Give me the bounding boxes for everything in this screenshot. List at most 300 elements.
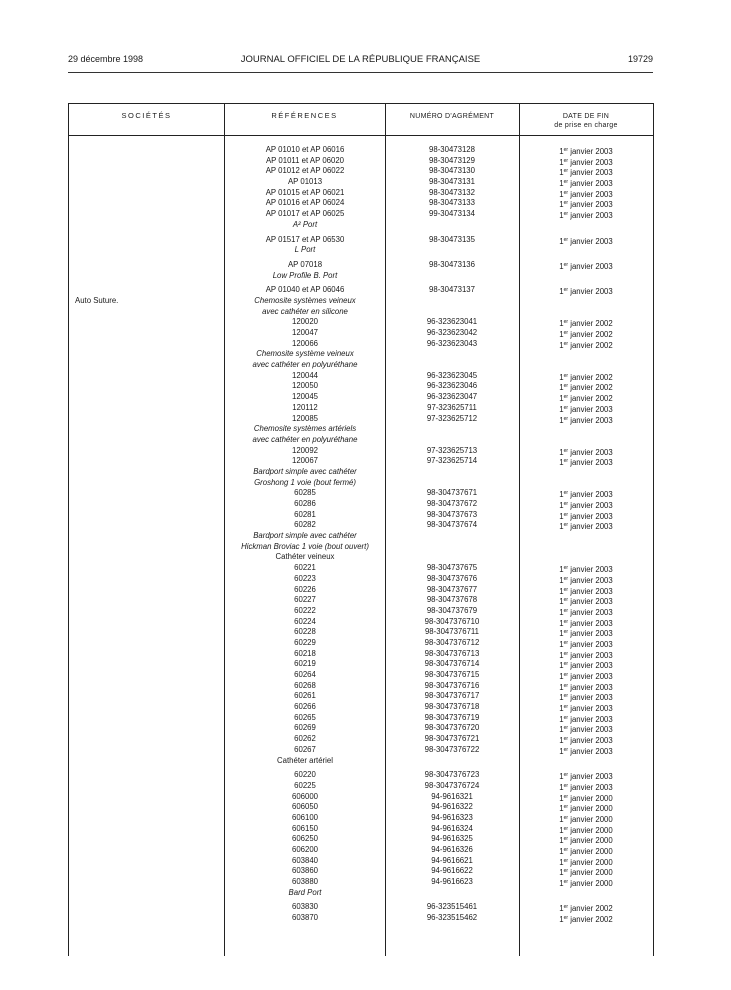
column-header-date xyxy=(519,112,653,130)
date-day: 1 xyxy=(559,189,564,199)
reference-cell: 60261 xyxy=(294,691,316,701)
date-text: janvier 2003 xyxy=(568,597,613,607)
date-day: 1 xyxy=(559,857,564,867)
approval-number-cell: 98-30473131 xyxy=(429,177,475,187)
date-superscript: er xyxy=(563,868,569,875)
date-day: 1 xyxy=(559,639,564,649)
reference-cell: 60282 xyxy=(294,520,316,530)
date-superscript: er xyxy=(563,793,569,800)
reference-cell: 60219 xyxy=(294,659,316,669)
reference-cell: avec cathéter en polyuréthane xyxy=(252,434,358,444)
date-text: janvier 2002 xyxy=(568,394,613,404)
table-row xyxy=(69,617,653,628)
approval-number-cell: 98-3047376719 xyxy=(424,712,480,722)
table-row xyxy=(69,371,653,382)
table-row xyxy=(69,467,653,478)
date-text: janvier 2003 xyxy=(568,189,613,199)
date-text: janvier 2003 xyxy=(568,565,613,575)
table-row xyxy=(69,478,653,489)
approval-number-cell: 98-3047376723 xyxy=(424,770,480,780)
date-day: 1 xyxy=(559,904,564,914)
reference-cell: AP 01015 et AP 06021 xyxy=(265,187,345,197)
approval-number-cell: 98-304737675 xyxy=(426,563,478,573)
date-day: 1 xyxy=(559,458,564,468)
date-text: janvier 2003 xyxy=(568,672,613,681)
table-row xyxy=(69,824,653,835)
approval-number-cell: 98-3047376715 xyxy=(424,670,480,679)
approval-number-cell: 96-323623047 xyxy=(426,392,478,402)
date-superscript: er xyxy=(563,575,569,582)
approval-number-cell: 98-3047376713 xyxy=(424,648,480,658)
date-text: janvier 2003 xyxy=(568,490,613,500)
approval-number-cell: 98-3047376718 xyxy=(424,702,480,712)
table-row xyxy=(69,235,653,246)
reference-cell: Bard Port xyxy=(288,887,322,897)
reference-cell: 60267 xyxy=(294,744,316,754)
date-day: 1 xyxy=(559,147,564,156)
column-header-date-line2: de prise en charge xyxy=(554,122,618,129)
reference-cell: 60226 xyxy=(294,584,316,594)
reference-cell: 60268 xyxy=(294,680,316,690)
reference-cell: Cathéter artériel xyxy=(277,755,333,765)
date-superscript: er xyxy=(563,814,569,821)
date-text: janvier 2003 xyxy=(568,682,613,692)
table-row xyxy=(69,245,653,256)
date-text: janvier 2003 xyxy=(568,736,613,746)
reference-cell: 606250 xyxy=(291,834,319,844)
date-day: 1 xyxy=(559,157,564,167)
column-header-references: RÉFÉRENCES xyxy=(271,111,338,120)
date-superscript: er xyxy=(563,693,569,700)
approval-number-cell: 98-3047376714 xyxy=(424,659,480,669)
reference-cell: 60281 xyxy=(294,509,316,519)
date-text: janvier 2003 xyxy=(568,168,613,178)
date-text: janvier 2003 xyxy=(568,650,613,660)
table-row xyxy=(69,563,653,574)
date-day: 1 xyxy=(559,836,564,846)
date-superscript: er xyxy=(563,157,569,164)
date-text: janvier 2002 xyxy=(568,915,613,925)
approval-number-cell: 96-323623041 xyxy=(426,317,478,327)
table-row xyxy=(69,681,653,692)
approval-number-cell: 98-30473133 xyxy=(429,198,475,208)
date-day: 1 xyxy=(559,522,564,532)
date-day: 1 xyxy=(559,804,564,814)
table-row xyxy=(69,902,653,913)
date-superscript: er xyxy=(563,340,569,347)
date-superscript: er xyxy=(563,415,569,422)
table-row xyxy=(69,781,653,792)
date-superscript: er xyxy=(563,168,569,175)
reference-cell: 60262 xyxy=(294,734,316,744)
header-divider xyxy=(69,135,653,136)
date-superscript: er xyxy=(563,261,569,268)
date-text: janvier 2003 xyxy=(568,661,613,671)
approval-number-cell: 97-323625714 xyxy=(426,456,478,466)
reference-cell: Groshong 1 voie (bout fermé) xyxy=(254,477,356,487)
approval-number-cell: 98-30473132 xyxy=(429,187,475,197)
date-day: 1 xyxy=(559,661,564,671)
date-superscript: er xyxy=(563,879,569,886)
date-superscript: er xyxy=(563,825,569,832)
reference-cell: Low Profile B. Port xyxy=(272,270,338,280)
reference-cell: avec cathéter en silicone xyxy=(262,306,348,316)
date-text: janvier 2003 xyxy=(568,522,613,532)
approval-number-cell: 97-323625711 xyxy=(427,402,477,412)
page-header xyxy=(68,54,653,66)
approval-number-cell: 94-9616622 xyxy=(431,866,473,876)
reference-cell: AP 01517 et AP 06530 xyxy=(265,234,345,244)
date-day: 1 xyxy=(559,847,564,856)
column-header-societes: SOCIÉTÉS xyxy=(121,111,172,120)
date-text: janvier 2003 xyxy=(568,404,613,414)
date-superscript: er xyxy=(563,915,569,922)
date-text: janvier 2000 xyxy=(568,847,613,856)
date-text: janvier 2003 xyxy=(568,693,613,703)
date-text: janvier 2002 xyxy=(568,330,613,339)
date-day: 1 xyxy=(559,287,564,297)
reference-cell: 60227 xyxy=(294,595,316,605)
table-row xyxy=(69,307,653,318)
table-row xyxy=(69,691,653,702)
approval-number-cell: 94-9616322 xyxy=(431,802,473,812)
date-text: janvier 2000 xyxy=(568,857,613,867)
table-row xyxy=(69,317,653,328)
table-row xyxy=(69,638,653,649)
reference-cell: 60269 xyxy=(294,723,316,733)
date-day: 1 xyxy=(559,447,564,457)
approval-table xyxy=(68,103,654,956)
date-text: janvier 2003 xyxy=(568,618,613,628)
reference-cell: 120092 xyxy=(291,445,319,455)
reference-cell: Chemosite systèmes artériels xyxy=(253,424,357,434)
table-row xyxy=(69,166,653,177)
date-superscript: er xyxy=(563,211,569,218)
approval-number-cell: 98-304737674 xyxy=(426,520,478,530)
date-text: janvier 2003 xyxy=(568,782,613,792)
date-day: 1 xyxy=(559,340,564,350)
date-day: 1 xyxy=(559,629,564,639)
date-day: 1 xyxy=(559,772,564,782)
reference-cell: 60265 xyxy=(294,712,316,722)
reference-cell: 60224 xyxy=(294,616,316,626)
date-text: janvier 2003 xyxy=(568,725,613,735)
date-superscript: er xyxy=(563,618,569,625)
date-text: janvier 2003 xyxy=(568,607,613,617)
date-text: janvier 2000 xyxy=(568,836,613,846)
table-row xyxy=(69,595,653,606)
date-superscript: er xyxy=(563,904,569,911)
date-superscript: er xyxy=(563,672,569,678)
table-row xyxy=(69,770,653,781)
date-day: 1 xyxy=(559,394,564,404)
approval-number-cell: 94-9616325 xyxy=(431,834,473,844)
date-day: 1 xyxy=(559,825,564,835)
approval-number-cell: 97-323625713 xyxy=(426,445,478,455)
date-superscript: er xyxy=(563,287,569,294)
table-row xyxy=(69,734,653,745)
reference-cell: 120047 xyxy=(291,328,319,337)
reference-cell: 60222 xyxy=(294,605,316,615)
approval-number-cell: 99-30473134 xyxy=(429,209,475,219)
table-body xyxy=(69,145,653,924)
table-row xyxy=(69,339,653,350)
approval-number-cell: 98-30473129 xyxy=(429,155,475,165)
approval-number-cell: 96-323623042 xyxy=(426,328,478,337)
approval-number-cell: 98-304737671 xyxy=(426,488,478,498)
approval-number-cell: 98-3047376720 xyxy=(424,723,480,733)
approval-number-cell: 98-30473135 xyxy=(429,234,475,244)
table-row xyxy=(69,792,653,803)
approval-number-cell: 98-3047376710 xyxy=(424,616,480,626)
table-row xyxy=(69,834,653,845)
reference-cell: 603830 xyxy=(291,902,319,912)
date-text: janvier 2003 xyxy=(568,287,613,297)
reference-cell: Bardport simple avec cathéter xyxy=(253,466,357,476)
date-day: 1 xyxy=(559,511,564,521)
reference-cell: 120050 xyxy=(291,381,319,391)
date-superscript: er xyxy=(563,650,569,657)
reference-cell: L Port xyxy=(294,245,316,255)
date-day: 1 xyxy=(559,575,564,585)
table-row xyxy=(69,531,653,542)
date-day: 1 xyxy=(559,618,564,628)
reference-cell: Cathéter veineux xyxy=(275,552,335,562)
date-text: janvier 2000 xyxy=(568,879,613,889)
approval-number-cell: 98-3047376711 xyxy=(424,627,480,637)
reference-cell: 60266 xyxy=(294,702,316,712)
date-superscript: er xyxy=(563,836,569,843)
reference-cell: AP 01011 et AP 06020 xyxy=(265,155,345,165)
approval-number-cell: 94-9616326 xyxy=(431,845,473,854)
table-row xyxy=(69,381,653,392)
date-day: 1 xyxy=(559,168,564,178)
date-day: 1 xyxy=(559,782,564,792)
approval-number-cell: 94-9616323 xyxy=(431,812,473,822)
approval-number-cell: 96-323515461 xyxy=(426,902,478,912)
date-superscript: er xyxy=(563,565,569,572)
date-superscript: er xyxy=(563,330,569,336)
date-text: janvier 2000 xyxy=(568,804,613,814)
date-day: 1 xyxy=(559,404,564,414)
table-row xyxy=(69,177,653,188)
table-row xyxy=(69,349,653,360)
approval-number-cell: 98-30473137 xyxy=(429,285,475,295)
approval-number-cell: 97-323625712 xyxy=(426,413,478,423)
reference-cell: 120112 xyxy=(292,402,318,412)
date-superscript: er xyxy=(563,629,569,636)
date-text: janvier 2003 xyxy=(568,772,613,782)
reference-cell: 120066 xyxy=(291,338,319,348)
date-text: janvier 2003 xyxy=(568,447,613,457)
reference-cell: 60221 xyxy=(294,563,316,573)
table-row xyxy=(69,723,653,734)
table-row xyxy=(69,542,653,553)
date-day: 1 xyxy=(559,793,564,803)
date-day: 1 xyxy=(559,879,564,889)
date-day: 1 xyxy=(559,586,564,596)
header-rule xyxy=(68,72,653,73)
table-row xyxy=(69,220,653,231)
reference-cell: avec cathéter en polyuréthane xyxy=(252,360,358,370)
date-superscript: er xyxy=(563,200,569,207)
approval-number-cell: 98-304737677 xyxy=(426,584,478,594)
date-day: 1 xyxy=(559,319,564,329)
date-text: janvier 2000 xyxy=(568,814,613,824)
table-row xyxy=(69,756,653,767)
approval-number-cell: 98-30473130 xyxy=(429,166,475,176)
approval-number-cell: 98-30473128 xyxy=(429,145,475,154)
date-superscript: er xyxy=(563,639,569,646)
date-day: 1 xyxy=(559,383,564,393)
reference-cell: 603870 xyxy=(291,913,319,923)
reference-cell: 606150 xyxy=(291,823,319,833)
date-superscript: er xyxy=(563,704,569,711)
date-day: 1 xyxy=(559,714,564,724)
reference-cell: 60285 xyxy=(294,488,316,498)
table-row xyxy=(69,649,653,660)
date-day: 1 xyxy=(559,868,564,878)
date-superscript: er xyxy=(563,189,569,196)
table-row xyxy=(69,403,653,414)
date-superscript: er xyxy=(563,404,569,411)
date-superscript: er xyxy=(563,725,569,732)
reference-cell: 606050 xyxy=(291,802,319,812)
date-day: 1 xyxy=(559,693,564,703)
date-text: janvier 2000 xyxy=(568,825,613,835)
date-superscript: er xyxy=(563,736,569,743)
table-row xyxy=(69,866,653,877)
table-row xyxy=(69,802,653,813)
date-superscript: er xyxy=(563,607,569,614)
date-superscript: er xyxy=(563,501,569,507)
reference-cell: 603860 xyxy=(291,866,319,876)
date-day: 1 xyxy=(559,725,564,735)
date-day: 1 xyxy=(559,490,564,500)
date-day: 1 xyxy=(559,672,564,681)
reference-cell: 606100 xyxy=(291,812,319,822)
date-day: 1 xyxy=(559,704,564,714)
date-day: 1 xyxy=(559,746,564,756)
approval-number-cell: 94-9616321 xyxy=(431,791,473,801)
date-day: 1 xyxy=(559,236,564,246)
date-text: janvier 2000 xyxy=(568,868,613,878)
approval-number-cell: 98-304737676 xyxy=(426,573,478,583)
reference-cell: Chemosite systèmes veineux xyxy=(254,295,356,305)
reference-cell: AP 01013 xyxy=(287,177,323,187)
date-text: janvier 2002 xyxy=(568,383,613,393)
date-day: 1 xyxy=(559,682,564,692)
approval-number-cell: 98-3047376717 xyxy=(424,691,480,701)
date-superscript: er xyxy=(563,714,569,721)
date-text: janvier 2003 xyxy=(568,236,613,246)
date-text: janvier 2003 xyxy=(568,704,613,714)
reference-cell: 60225 xyxy=(294,780,316,790)
approval-number-cell: 98-3047376712 xyxy=(424,637,480,647)
date-superscript: er xyxy=(563,847,569,853)
table-row xyxy=(69,659,653,670)
approval-number-cell: 96-323623045 xyxy=(426,370,478,380)
approval-number-cell: 98-304737672 xyxy=(426,499,478,508)
date-day: 1 xyxy=(559,501,564,510)
table-row xyxy=(69,328,653,339)
date-day: 1 xyxy=(559,330,564,339)
date-text: janvier 2000 xyxy=(568,793,613,803)
date-superscript: er xyxy=(563,372,569,379)
date-superscript: er xyxy=(563,586,569,593)
table-row xyxy=(69,877,653,888)
date-text: janvier 2003 xyxy=(568,157,613,167)
date-text: janvier 2002 xyxy=(568,372,613,382)
company-cell: Auto Suture. xyxy=(75,295,119,305)
reference-cell: 606200 xyxy=(291,845,319,854)
reference-cell: 603840 xyxy=(291,855,319,865)
reference-cell: 120020 xyxy=(291,317,319,327)
reference-cell: 120085 xyxy=(291,413,319,423)
reference-cell: AP 01012 et AP 06022 xyxy=(265,166,345,176)
header-date: 29 décembre 1998 xyxy=(68,54,144,64)
reference-cell: AP 07018 xyxy=(287,259,323,269)
date-text: janvier 2003 xyxy=(568,179,613,189)
approval-number-cell: 96-323623043 xyxy=(426,338,478,348)
table-row xyxy=(69,446,653,457)
date-text: janvier 2003 xyxy=(568,639,613,649)
date-text: janvier 2003 xyxy=(568,458,613,468)
reference-cell: AP 01010 et AP 06016 xyxy=(265,145,345,154)
journal-title: JOURNAL OFFICIEL DE LA RÉPUBLIQUE FRANÇAISE xyxy=(240,54,481,65)
reference-cell: Bardport simple avec cathéter xyxy=(253,531,357,541)
table-row xyxy=(69,745,653,756)
table-row xyxy=(69,670,653,681)
date-superscript: er xyxy=(563,597,569,604)
date-superscript: er xyxy=(563,147,569,153)
table-row xyxy=(69,845,653,856)
date-day: 1 xyxy=(559,607,564,617)
table-row xyxy=(69,188,653,199)
date-text: janvier 2003 xyxy=(568,261,613,271)
table-row xyxy=(69,360,653,371)
reference-cell: 60264 xyxy=(294,670,316,679)
date-day: 1 xyxy=(559,179,564,189)
date-text: janvier 2002 xyxy=(568,340,613,350)
date-superscript: er xyxy=(563,782,569,789)
reference-cell: Hickman Broviac 1 voie (bout ouvert) xyxy=(241,541,369,551)
reference-cell: AP 01016 et AP 06024 xyxy=(265,198,345,208)
approval-number-cell: 98-3047376721 xyxy=(424,734,480,744)
date-text: janvier 2003 xyxy=(568,586,613,596)
reference-cell: 120045 xyxy=(291,392,319,402)
table-row xyxy=(69,145,653,156)
approval-number-cell: 98-3047376724 xyxy=(424,780,480,790)
date-superscript: er xyxy=(563,772,569,779)
date-text: janvier 2003 xyxy=(568,200,613,210)
table-row xyxy=(69,435,653,446)
date-text: janvier 2003 xyxy=(568,629,613,639)
date-text: janvier 2003 xyxy=(568,746,613,756)
date-superscript: er xyxy=(563,857,569,864)
date-superscript: er xyxy=(563,447,569,454)
approval-number-cell: 98-3047376716 xyxy=(424,680,480,690)
date-text: janvier 2003 xyxy=(568,575,613,585)
approval-number-cell: 94-9616623 xyxy=(431,877,473,887)
approval-number-cell: 98-304737679 xyxy=(426,605,478,615)
date-superscript: er xyxy=(563,394,569,401)
approval-number-cell: 98-304737673 xyxy=(426,509,478,519)
date-superscript: er xyxy=(563,319,569,326)
table-row xyxy=(69,713,653,724)
date-day: 1 xyxy=(559,915,564,925)
reference-cell: AP 01017 et AP 06025 xyxy=(265,209,345,219)
